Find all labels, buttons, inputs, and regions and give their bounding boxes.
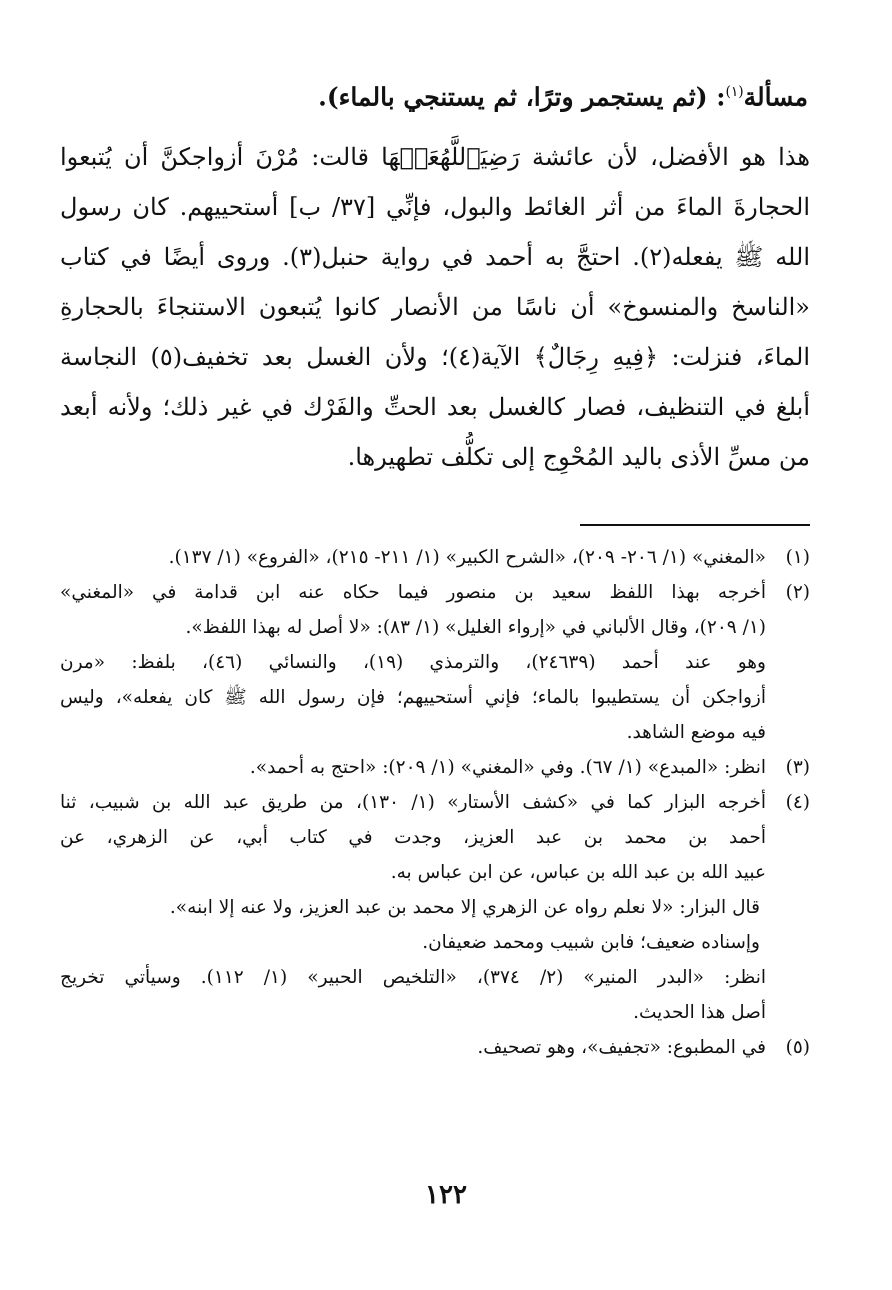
- footnote-line: فيه موضع الشاهد.: [626, 722, 766, 743]
- footnote-line: انظر: «البدر المنير» (٢/ ٣٧٤)، «التلخيص الحبير» (١/ ١١٢). وسيأتي تخريج: [60, 967, 766, 988]
- footnote-line: انظر: «المبدع» (١/ ٦٧). وفي «المغني» (١/ ٢٠٩): «احتج به أحمد».: [249, 757, 766, 778]
- footnote-number: (٢): [785, 582, 810, 603]
- text-line: أبلغ في التنظيف، فصار كالغسل بعد الحتِّ والفَرْك في غير ذلك؛ ولأنه أبعد: [60, 393, 810, 421]
- footnote-line: أزواجكن أن يستطيبوا بالماء؛ فإني أستحييهم؛ فإن رسول الله ﷺ كان يفعله»، وليس: [60, 687, 766, 708]
- text-line: «الناسخ والمنسوخ» أن ناسًا من الأنصار كانوا يُتبعون الاستنجاءَ بالحجارةِ: [60, 293, 810, 321]
- footnote-2: [60, 575, 810, 750]
- footnote-number: (٤): [785, 792, 810, 813]
- issue-label: مسألة: [743, 82, 808, 112]
- footnote-line: قال البزار: «لا نعلم رواه عن الزهري إلا محمد بن عبد العزيز، ولا عنه إلا ابنه».: [169, 897, 760, 918]
- footnote-1: [60, 540, 810, 575]
- text-line: الماءَ، فنزلت: ﴿فِيهِ رِجَالٌ﴾ الآية(٤)؛ ولأن الغسل بعد تخفيف(٥) النجاسة: [60, 343, 810, 371]
- footnote-line: أصل هذا الحديث.: [633, 1002, 766, 1023]
- issue-heading: [60, 72, 808, 117]
- text-line: الله ﷺ يفعله(٢). احتجَّ به أحمد في رواية حنبل(٣). وروى أيضًا في كتاب: [60, 243, 810, 271]
- footnote-separator: [580, 524, 810, 526]
- footnote-line: عبيد الله بن عبد الله بن عباس، عن ابن عباس به.: [390, 862, 766, 883]
- text-line: هذا هو الأفضل، لأن عائشة رَضِيَٱللَّهُعَنۡهَا قالت: مُرْنَ أزواجكنَّ أن يُتبعوا: [60, 143, 810, 171]
- text-line: من مسِّ الأذى باليد المُحْوِج إلى تكلُّف تطهيرها.: [347, 443, 810, 471]
- footnote-4: [60, 785, 810, 1030]
- page-number: ١٢٢: [425, 1180, 467, 1210]
- footnote-number: (٥): [785, 1037, 810, 1058]
- issue-text: : (ثم يستجمر وترًا، ثم يستنجي بالماء).: [318, 82, 726, 112]
- footnote-line: أحمد بن محمد بن عبد العزيز، وجدت في كتاب أبي، عن الزهري، عن: [60, 827, 766, 848]
- footnote-5: [60, 1030, 810, 1065]
- footnotes: [60, 540, 810, 1065]
- footnote-line: في المطبوع: «تجفيف»، وهو تصحيف.: [477, 1037, 766, 1058]
- main-text: [60, 132, 810, 482]
- footnote-line: أخرجه البزار كما في «كشف الأستار» (١/ ١٣٠)، من طريق عبد الله بن شبيب، ثنا: [60, 792, 766, 813]
- footnote-number: (١): [785, 547, 810, 568]
- footnote-line: أخرجه بهذا اللفظ سعيد بن منصور فيما حكاه عنه ابن قدامة في «المغني»: [60, 582, 766, 603]
- footnote-line: وإسناده ضعيف؛ فابن شبيب ومحمد ضعيفان.: [422, 932, 760, 953]
- footnote-number: (٣): [785, 757, 810, 778]
- footnote-3: [60, 750, 810, 785]
- text-line: الحجارةَ الماءَ من أثر الغائط والبول، فإنِّي [٣٧/ ب] أستحييهم. كان رسول: [60, 193, 810, 221]
- footnote-ref: (١): [725, 84, 744, 100]
- footnote-line: وهو عند أحمد (٢٤٦٣٩)، والترمذي (١٩)، والنسائي (٤٦)، بلفظ: «مرن: [60, 652, 766, 673]
- footnote-line: «المغني» (١/ ٢٠٦- ٢٠٩)، «الشرح الكبير» (١/ ٢١١- ٢١٥)، «الفروع» (١/ ١٣٧).: [168, 547, 766, 568]
- footnote-line: (١/ ٢٠٩)، وقال الألباني في «إرواء الغليل» (١/ ٨٣): «لا أصل له بهذا اللفظ».: [185, 617, 766, 638]
